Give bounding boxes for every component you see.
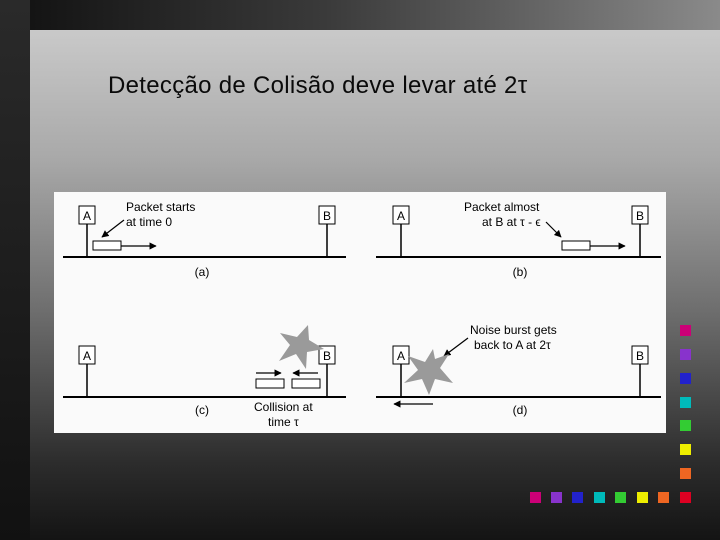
deco-square: [530, 492, 541, 503]
annotation-line-1: Noise burst gets: [470, 323, 557, 337]
annotation-line-2: time τ: [268, 415, 299, 429]
deco-square: [658, 492, 669, 503]
station-b-label: B: [322, 209, 332, 223]
collision-burst-icon: [279, 325, 324, 369]
panel-caption: (d): [512, 403, 528, 417]
annotation-arrow: [444, 338, 468, 356]
annotation-line-2: at time 0: [126, 215, 173, 229]
deco-square: [680, 349, 691, 360]
deco-square: [680, 444, 691, 455]
collision-diagram: [54, 192, 666, 433]
panel-d: [376, 323, 661, 417]
deco-square: [637, 492, 648, 503]
deco-square: [680, 420, 691, 431]
panel-caption: (a): [194, 265, 210, 279]
top-band: [0, 0, 720, 30]
packet-box: [562, 241, 590, 250]
panel-a: [63, 200, 346, 279]
station-b-label: B: [322, 349, 332, 363]
deco-square: [551, 492, 562, 503]
packet-box: [93, 241, 121, 250]
annotation-line-2: back to A at 2τ: [474, 338, 551, 352]
packet-box-right: [292, 379, 320, 388]
slide-title: Detecção de Colisão deve levar até 2τ: [108, 72, 528, 99]
annotation-arrow: [546, 222, 561, 237]
station-a-label: A: [396, 349, 406, 363]
station-b-label: B: [635, 209, 645, 223]
deco-square: [615, 492, 626, 503]
deco-square: [572, 492, 583, 503]
panel-caption: (b): [512, 265, 528, 279]
annotation-line-1: Packet starts: [126, 200, 196, 214]
left-band: [0, 0, 30, 540]
deco-square: [680, 492, 691, 503]
annotation-line-1: Collision at: [254, 400, 313, 414]
deco-square: [680, 325, 691, 336]
annotation-line-1: Packet almost: [464, 200, 540, 214]
deco-square: [594, 492, 605, 503]
panel-b: [376, 200, 661, 279]
deco-square: [680, 397, 691, 408]
panel-c: [63, 325, 346, 429]
station-a-label: A: [82, 349, 92, 363]
station-a-label: A: [82, 209, 92, 223]
packet-box-left: [256, 379, 284, 388]
station-a-label: A: [396, 209, 406, 223]
deco-square: [680, 468, 691, 479]
annotation-line-2: at B at τ - ϵ: [482, 215, 541, 229]
panel-caption: (c): [195, 403, 209, 417]
annotation-arrow: [102, 220, 124, 237]
deco-square: [680, 373, 691, 384]
noise-burst-icon: [404, 349, 453, 395]
station-b-label: B: [635, 349, 645, 363]
